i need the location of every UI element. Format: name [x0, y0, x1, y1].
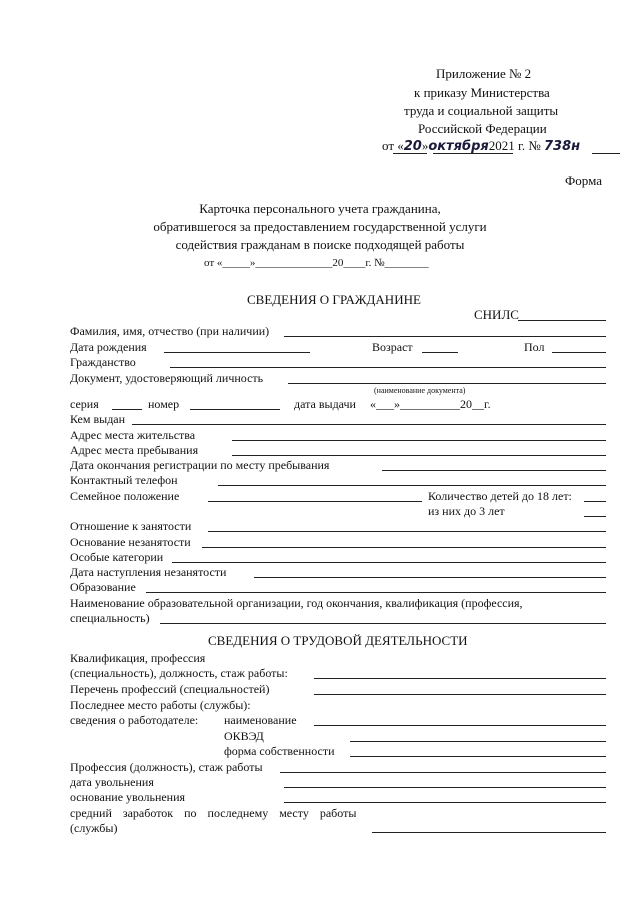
specialty-label: специальность) [70, 611, 150, 625]
citizenship-label: Гражданство [70, 355, 136, 369]
unemployment-reason-label: Основание незанятости [70, 535, 191, 549]
series-label: серия [70, 397, 99, 411]
last-workplace-label: Последнее место работы (службы): [70, 698, 251, 712]
family-status-label: Семейное положение [70, 489, 180, 503]
average-salary-label-line1: средний заработок по последнему месту работы [70, 806, 357, 820]
sex-label: Пол [524, 340, 545, 354]
qualification-label-line2: (специальность), должность, стаж работы: [70, 666, 288, 680]
ministry-name: труда и социальной защиты [404, 103, 559, 118]
country-name: Российской Федерации [418, 121, 547, 136]
snils-label: СНИЛС [474, 307, 519, 322]
dismissal-date-label: дата увольнения [70, 775, 154, 789]
employer-name-label: наименование [224, 713, 297, 727]
average-salary-label-line2: (службы) [70, 821, 118, 835]
institution-label: Наименование образовательной организации, год окончания, квалификация (профессия, [70, 596, 523, 610]
education-label: Образование [70, 580, 136, 594]
okved-label: ОКВЭД [224, 729, 264, 743]
fio-label: Фамилия, имя, отчество (при наличии) [70, 324, 270, 338]
issue-date-label: дата выдачи [294, 397, 356, 411]
document-name-caption: (наименование документа) [374, 386, 466, 395]
order-reference: к приказу Министерства [414, 85, 550, 100]
card-title-line3: содействия гражданам в поиске подходящей работы [175, 237, 465, 252]
residence-address-label: Адрес места жительства [70, 428, 196, 442]
age-label: Возраст [372, 340, 413, 354]
children-under-18-label: Количество детей до 18 лет: [428, 489, 572, 503]
birth-date-label: Дата рождения [70, 340, 147, 354]
employment-relation-label: Отношение к занятости [70, 519, 192, 533]
date-prefix: от « [382, 138, 404, 153]
position-label: Профессия (должность), стаж работы [70, 760, 263, 774]
phone-label: Контактный телефон [70, 473, 178, 487]
number-label: номер [148, 397, 180, 411]
professions-list-label: Перечень профессий (специальностей) [70, 682, 270, 696]
section-work-heading: СВЕДЕНИЯ О ТРУДОВОЙ ДЕЯТЕЛЬНОСТИ [208, 633, 468, 648]
form-label: Форма [565, 173, 602, 188]
issued-by-label: Кем выдан [70, 412, 126, 426]
dismissal-reason-label: основание увольнения [70, 790, 186, 804]
qualification-label-line1: Квалификация, профессия [70, 651, 206, 665]
card-date-line: от «_____»______________20____г. №________ [204, 257, 429, 269]
date-day-handwritten: 20 [403, 139, 422, 154]
appendix-number: Приложение № 2 [436, 66, 532, 81]
issue-date-blank: «___»__________20__г. [370, 397, 491, 411]
employer-info-label: сведения о работодателе: [70, 713, 199, 727]
card-title-line1: Карточка персонального учета гражданина, [199, 201, 441, 216]
ownership-form-label: форма собственности [224, 744, 335, 758]
unemployment-date-label: Дата наступления незанятости [70, 565, 227, 579]
children-under-3-label: из них до 3 лет [428, 504, 505, 518]
registration-end-label: Дата окончания регистрации по месту пребывания [70, 458, 330, 472]
date-month-handwritten: октября [428, 139, 489, 154]
special-categories-label: Особые категории [70, 550, 164, 564]
id-document-label: Документ, удостоверяющий личность [70, 371, 264, 385]
order-number-handwritten: 738н [544, 139, 581, 154]
order-date-line [382, 139, 580, 154]
card-title-line2: обратившегося за предоставлением государственной услуги [153, 219, 487, 234]
section-citizen-heading: СВЕДЕНИЯ О ГРАЖДАНИНЕ [247, 292, 421, 307]
stay-address-label: Адрес места пребывания [70, 443, 199, 457]
date-year: 2021 г. № [488, 138, 541, 153]
date-mid: » [421, 138, 429, 153]
